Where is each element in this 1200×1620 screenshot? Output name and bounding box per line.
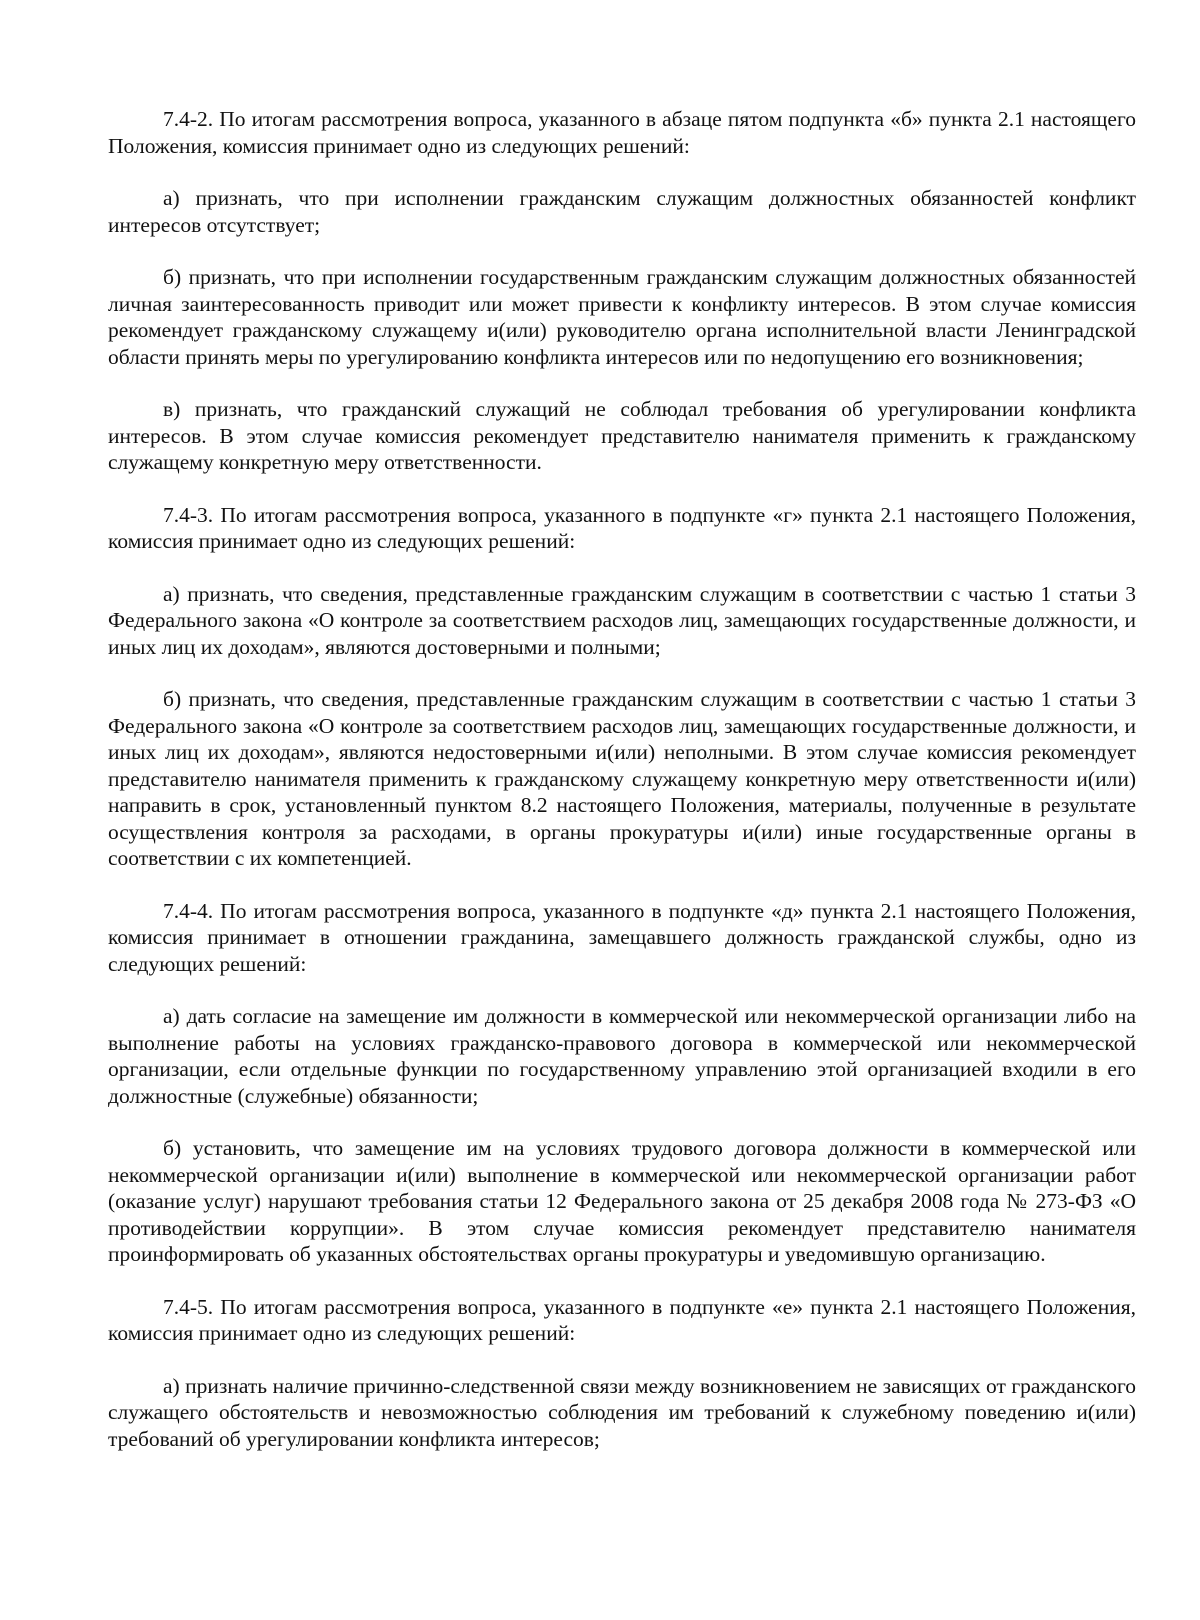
paragraph-7-4-5: 7.4-5. По итогам рассмотрения вопроса, указанного в подпункте «е» пункта 2.1 настоящего Положения, комиссия принимает одно из следующих решений: [108,1294,1136,1345]
document-body [108,106,1136,1452]
paragraph-7-4-4-a: а) дать согласие на замещение им должности в коммерческой или некоммерческой организации либо на выполнение работы на условиях гражданско-правового договора в коммерческой или некоммерческой организации, если отдельные функции по государственному управлению этой организацией входили в его должностные (служебные) обязанности; [108,1004,1136,1108]
paragraph-7-4-2-b: б) признать, что при исполнении государственным гражданским служащим должностных обязанностей личная заинтересованность приводит или может привести к конфликту интересов. В этом случае комиссия рекомендует гражданскому служащему и(или) руководителю органа исполнительной власти Ленинградской области принять меры по урегулированию конфликта интересов или по недопущению его возникновения; [108,265,1136,369]
paragraph-7-4-3: 7.4-3. По итогам рассмотрения вопроса, указанного в подпункте «г» пункта 2.1 настоящего Положения, комиссия принимает одно из следующих решений: [108,502,1136,553]
paragraph-7-4-4: 7.4-4. По итогам рассмотрения вопроса, указанного в подпункте «д» пункта 2.1 настоящего Положения, комиссия принимает в отношении гражданина, замещавшего должность гражданской службы, одно из следующих решений: [108,898,1136,976]
paragraph-7-4-2-v: в) признать, что гражданский служащий не соблюдал требования об урегулировании конфликта интересов. В этом случае комиссия рекомендует представителю нанимателя применить к гражданскому служащему конкретную меру ответственности. [108,397,1136,474]
paragraph-7-4-4-b: б) установить, что замещение им на условиях трудового договора должности в коммерческой или некоммерческой организации и(или) выполнение в коммерческой или некоммерческой организации работ (оказание услуг) нарушают требования статьи 12 Федерального закона от 25 декабря 2008 года № 273-ФЗ «О противодействии коррупции». В этом случае комиссия рекомендует представителю нанимателя проинформировать об указанных обстоятельствах органы прокуратуры и уведомившую организацию. [108,1136,1136,1266]
paragraph-7-4-3-b: б) признать, что сведения, представленные гражданским служащим в соответствии с частью 1 статьи 3 Федерального закона «О контроле за соответствием расходов лиц, замещающих государственные должности, и иных лиц их доходам», являются недостоверными и(или) неполными. В этом случае комиссия рекомендует представителю нанимателя применить к гражданскому служащему конкретную меру ответственности и(или) направить в срок, установленный пунктом 8.2 настоящего Положения, материалы, полученные в результате осуществления контроля за расходами, в органы прокуратуры и(или) иные государственные органы в соответствии с их компетенцией. [108,687,1136,870]
paragraph-7-4-5-a: а) признать наличие причинно-следственной связи между возникновением не зависящих от гражданского служащего обстоятельств и невозможностью соблюдения им требований к служебному поведению и(или) требований об урегулировании конфликта интересов; [108,1373,1136,1451]
paragraph-7-4-3-a: а) признать, что сведения, представленные гражданским служащим в соответствии с частью 1 статьи 3 Федерального закона «О контроле за соответствием расходов лиц, замещающих государственные должности, и иных лиц их доходам», являются достоверными и полными; [108,581,1136,659]
paragraph-7-4-2: 7.4-2. По итогам рассмотрения вопроса, указанного в абзаце пятом подпункта «б» пункта 2.1 настоящего Положения, комиссия принимает одно из следующих решений: [108,107,1136,158]
paragraph-7-4-2-a: а) признать, что при исполнении гражданским служащим должностных обязанностей конфликт интересов отсутствует; [108,186,1136,237]
